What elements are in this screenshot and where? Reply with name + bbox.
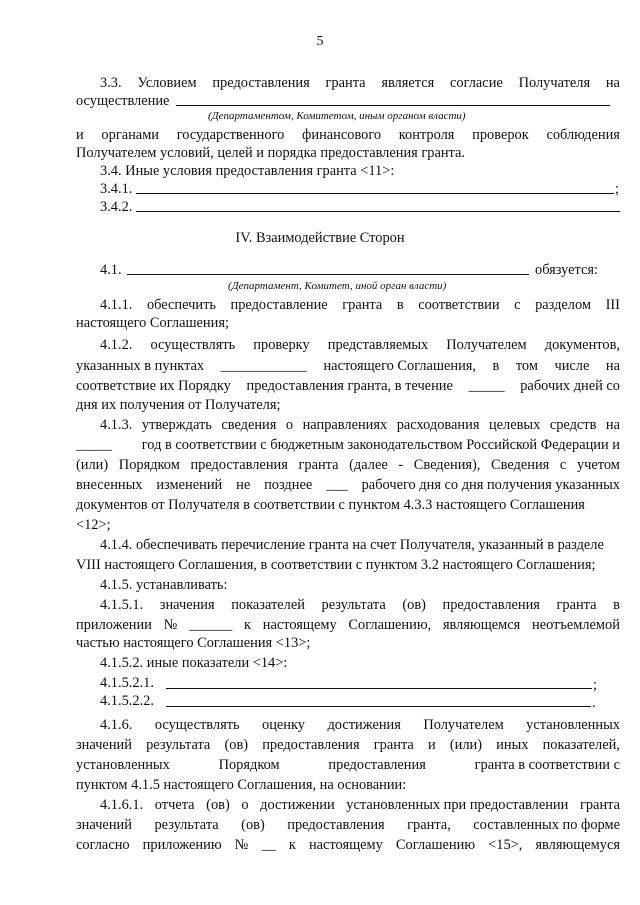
word: <15>,	[488, 837, 523, 853]
word: предоставления	[442, 597, 540, 613]
word: гранта	[298, 457, 339, 473]
word: органами	[101, 127, 159, 143]
word: к	[244, 617, 252, 633]
clause-4-1-6-line-1	[100, 716, 620, 734]
word: предоставления	[287, 817, 385, 833]
word: -	[398, 457, 404, 473]
word: 4.1.6.	[100, 717, 133, 733]
clause-4-1-5-title: 4.1.5. устанавливать:	[100, 577, 228, 593]
clause-3-3-line-2	[76, 92, 169, 110]
word: ______	[189, 617, 233, 633]
word: __	[261, 837, 276, 853]
clause-4-1-5-2-title: 4.1.5.2. иные показатели <14>:	[100, 655, 288, 671]
clause-4-1-3-line-6: <12>;	[76, 517, 111, 533]
word: установленных	[526, 717, 620, 733]
word: и	[76, 127, 84, 143]
word: Получателем	[446, 337, 527, 353]
word: позднее	[264, 477, 313, 493]
word: Условием	[137, 75, 197, 91]
word: не	[236, 477, 251, 493]
word: осуществлять	[150, 337, 236, 353]
word: предоставления	[190, 457, 288, 473]
word: предоставления	[262, 737, 360, 753]
word: 4.1.6.1.	[100, 797, 144, 813]
word: соответствие их Порядку	[76, 378, 231, 394]
word: гранта	[373, 737, 414, 753]
word: 4.1.2.	[100, 337, 133, 353]
clause-4-1-caption: (Департамент, Комитет, иной орган власти)	[228, 280, 447, 292]
word: значений	[76, 737, 132, 753]
fill-in-line	[166, 688, 592, 689]
word: обеспечить	[146, 297, 216, 313]
word: согласие	[449, 75, 503, 91]
word: гранта	[325, 75, 366, 91]
word: гранта	[556, 597, 597, 613]
word: финансового	[302, 127, 382, 143]
clause-3-3-line-3	[76, 126, 620, 144]
word: гранта	[342, 297, 383, 313]
word: Порядком	[118, 457, 180, 473]
fill-in-line	[127, 274, 529, 275]
word: настоящему	[262, 617, 337, 633]
word: гранта в соответствии с	[474, 757, 620, 773]
word: Сведения	[491, 457, 550, 473]
word: и	[427, 737, 436, 753]
word: утверждать	[141, 417, 212, 433]
word: предоставления	[328, 757, 426, 773]
fill-in-line	[166, 706, 591, 707]
word: установленных при предоставлении	[346, 797, 569, 813]
word: показателей,	[542, 737, 620, 753]
word: являющемся	[442, 617, 521, 633]
word: (ов)	[241, 817, 265, 833]
word: №	[234, 837, 249, 853]
word: изменений	[156, 477, 223, 493]
word: (ов)	[206, 797, 230, 813]
word: документов,	[544, 337, 620, 353]
clause-3-4-title: 3.4. Иные условия предоставления гранта <11>:	[100, 163, 395, 179]
word: иных	[496, 737, 529, 753]
word: результата	[321, 597, 386, 613]
clause-4-1-5-1-line-1	[100, 596, 620, 614]
clause-4-1-6-1-line-2	[76, 816, 620, 834]
word: контроля	[398, 127, 455, 143]
word: являющемуся	[535, 837, 620, 853]
word: 4.1.3.	[100, 417, 133, 433]
word: предоставление	[230, 297, 328, 313]
word: Получателем	[423, 717, 504, 733]
clause-4-1-3-line-2	[76, 436, 620, 454]
word: (или)	[76, 457, 109, 473]
clause-3-3-caption: (Департаментом, Комитетом, иным органом власти)	[208, 110, 466, 122]
word: 4.1.4. обеспечивать перечисление гранта на счет Получателя, указанный в разделе	[100, 537, 604, 553]
word: настоящему	[308, 837, 383, 853]
clause-4-1-3-line-4	[76, 476, 620, 494]
word: числе	[554, 358, 590, 374]
word: Получателя	[518, 75, 591, 91]
word: гранта	[579, 797, 620, 813]
word: осуществлять	[154, 717, 240, 733]
word: №	[163, 617, 178, 633]
word: Порядком	[218, 757, 280, 773]
word: целевых	[488, 417, 541, 433]
word: расходования	[396, 417, 480, 433]
word: ___	[326, 477, 348, 493]
clause-4-1-6-1-line-3	[76, 836, 620, 854]
clause-4-1-6-line-3	[76, 756, 620, 774]
word: рабочего дня со дня получения указанных	[361, 477, 620, 493]
word: отчета	[154, 797, 195, 813]
word: _____	[468, 378, 505, 394]
word: предоставления гранта, в течение	[246, 378, 453, 394]
word: согласно	[76, 837, 130, 853]
clause-4-1-2-line-2	[76, 357, 620, 375]
clause-3-3-word: осуществление	[76, 93, 170, 109]
word: в	[613, 597, 620, 613]
clause-4-1-5-2-1-label: 4.1.5.2.1.	[100, 675, 154, 691]
word: достижении	[260, 797, 335, 813]
word: (далее	[349, 457, 388, 473]
word: указанных в пунктах	[76, 358, 205, 374]
word: III	[605, 297, 620, 313]
fill-in-line	[176, 105, 610, 106]
clause-3-4-1-label: 3.4.1.	[100, 181, 133, 197]
fill-in-line	[136, 193, 614, 194]
clause-4-1-1-line-1	[100, 296, 620, 314]
clause-4-1-5-2-2-end: .	[592, 695, 596, 711]
word: 4.1.5.1.	[100, 597, 144, 613]
clause-4-1-5-1-line-2	[76, 616, 620, 634]
word: результата	[154, 817, 219, 833]
word: соответствии	[418, 297, 500, 313]
clause-4-1-1-line-2: настоящего Соглашения;	[76, 315, 229, 331]
word: 3.3.	[100, 75, 122, 91]
word: приложении	[76, 617, 152, 633]
clause-4-1-tail: обязуется:	[535, 262, 599, 278]
word: (ов)	[224, 737, 249, 753]
clause-4-1-2-line-3	[76, 377, 620, 395]
word: направлениях	[302, 417, 388, 433]
word: значений	[76, 817, 132, 833]
word: на	[605, 417, 620, 433]
word: проверок	[472, 127, 529, 143]
word: оценку	[262, 717, 305, 733]
word: рабочих дней со	[520, 378, 620, 394]
word: о	[285, 417, 294, 433]
clause-3-4-1-end: ;	[615, 181, 619, 197]
clause-4-1-5-2-1-end: ;	[593, 677, 597, 693]
word: Соглашению	[395, 837, 476, 853]
clause-3-3-line-1	[100, 74, 620, 92]
word: приложению	[142, 837, 222, 853]
word: с	[514, 297, 521, 313]
clause-4-1-6-line-4: пунктом 4.1.5 настоящего Соглашения, на основании:	[76, 777, 407, 793]
clause-4-1-4-line-1	[100, 536, 620, 554]
word: (ов)	[402, 597, 426, 613]
word: внесенных	[76, 477, 143, 493]
word: на	[605, 358, 620, 374]
word: учетом	[576, 457, 620, 473]
clause-4-1-3-line-3	[76, 456, 620, 474]
word: на	[605, 75, 620, 91]
word: Сведения),	[413, 457, 481, 473]
word: результата	[146, 737, 211, 753]
fill-in-line	[136, 211, 620, 212]
word: _____	[76, 437, 112, 453]
word: предоставления	[212, 75, 310, 91]
word: значения	[159, 597, 215, 613]
clause-4-1-3-line-5	[76, 496, 620, 514]
word: соблюдения	[546, 127, 620, 143]
clause-4-1-label: 4.1.	[100, 262, 122, 278]
section-heading: IV. Взаимодействие Сторон	[235, 230, 405, 246]
word: неотъемлемой	[532, 617, 620, 633]
word: 4.1.1.	[100, 297, 133, 313]
word: год в соответствии с бюджетным законодательством Российской Федерации и	[141, 437, 620, 453]
word: является	[381, 75, 435, 91]
clause-4-1-6-line-2	[76, 736, 620, 754]
clause-4-1-6-1-line-1	[100, 796, 620, 814]
clause-4-1-5-1-line-3: частью настоящего Соглашения <13>;	[76, 635, 311, 651]
clause-3-4-2-label: 3.4.2.	[100, 199, 133, 215]
word: ____________	[220, 358, 307, 374]
word: в	[396, 297, 404, 313]
word: установленных	[76, 757, 170, 773]
word: с	[559, 457, 567, 473]
word: в	[492, 358, 500, 374]
word: гранта,	[407, 817, 451, 833]
clause-4-1-3-line-1	[100, 416, 620, 434]
word: государственного	[176, 127, 285, 143]
word: разделом	[535, 297, 591, 313]
word: проверку	[253, 337, 310, 353]
word: документов от Получателя в соответствии с пунктом 4.3.3 настоящего Соглашения	[76, 497, 585, 513]
word: средств	[549, 417, 597, 433]
word: показателей	[231, 597, 305, 613]
page-number: 5	[316, 34, 324, 49]
word: о	[241, 797, 249, 813]
clause-4-1-5-2-2-label: 4.1.5.2.2.	[100, 693, 154, 709]
clause-4-1-2-line-1	[100, 336, 620, 354]
word: представляемых	[327, 337, 429, 353]
clause-4-1-4-line-2: VIII настоящего Соглашения, в соответствии с пунктом 3.2 настоящего Соглашения;	[76, 557, 596, 573]
word: сведения	[221, 417, 277, 433]
word: том	[515, 358, 538, 374]
clause-4-1-2-line-4: дня их получения от Получателя;	[76, 397, 281, 413]
clause-3-3-line-4: Получателем условий, целей и порядка предоставления гранта.	[76, 145, 466, 161]
word: составленных по форме	[473, 817, 620, 833]
word: к	[288, 837, 296, 853]
word: настоящего Соглашения,	[323, 358, 477, 374]
word: достижения	[327, 717, 401, 733]
word: (или)	[449, 737, 483, 753]
word: Соглашению,	[348, 617, 432, 633]
